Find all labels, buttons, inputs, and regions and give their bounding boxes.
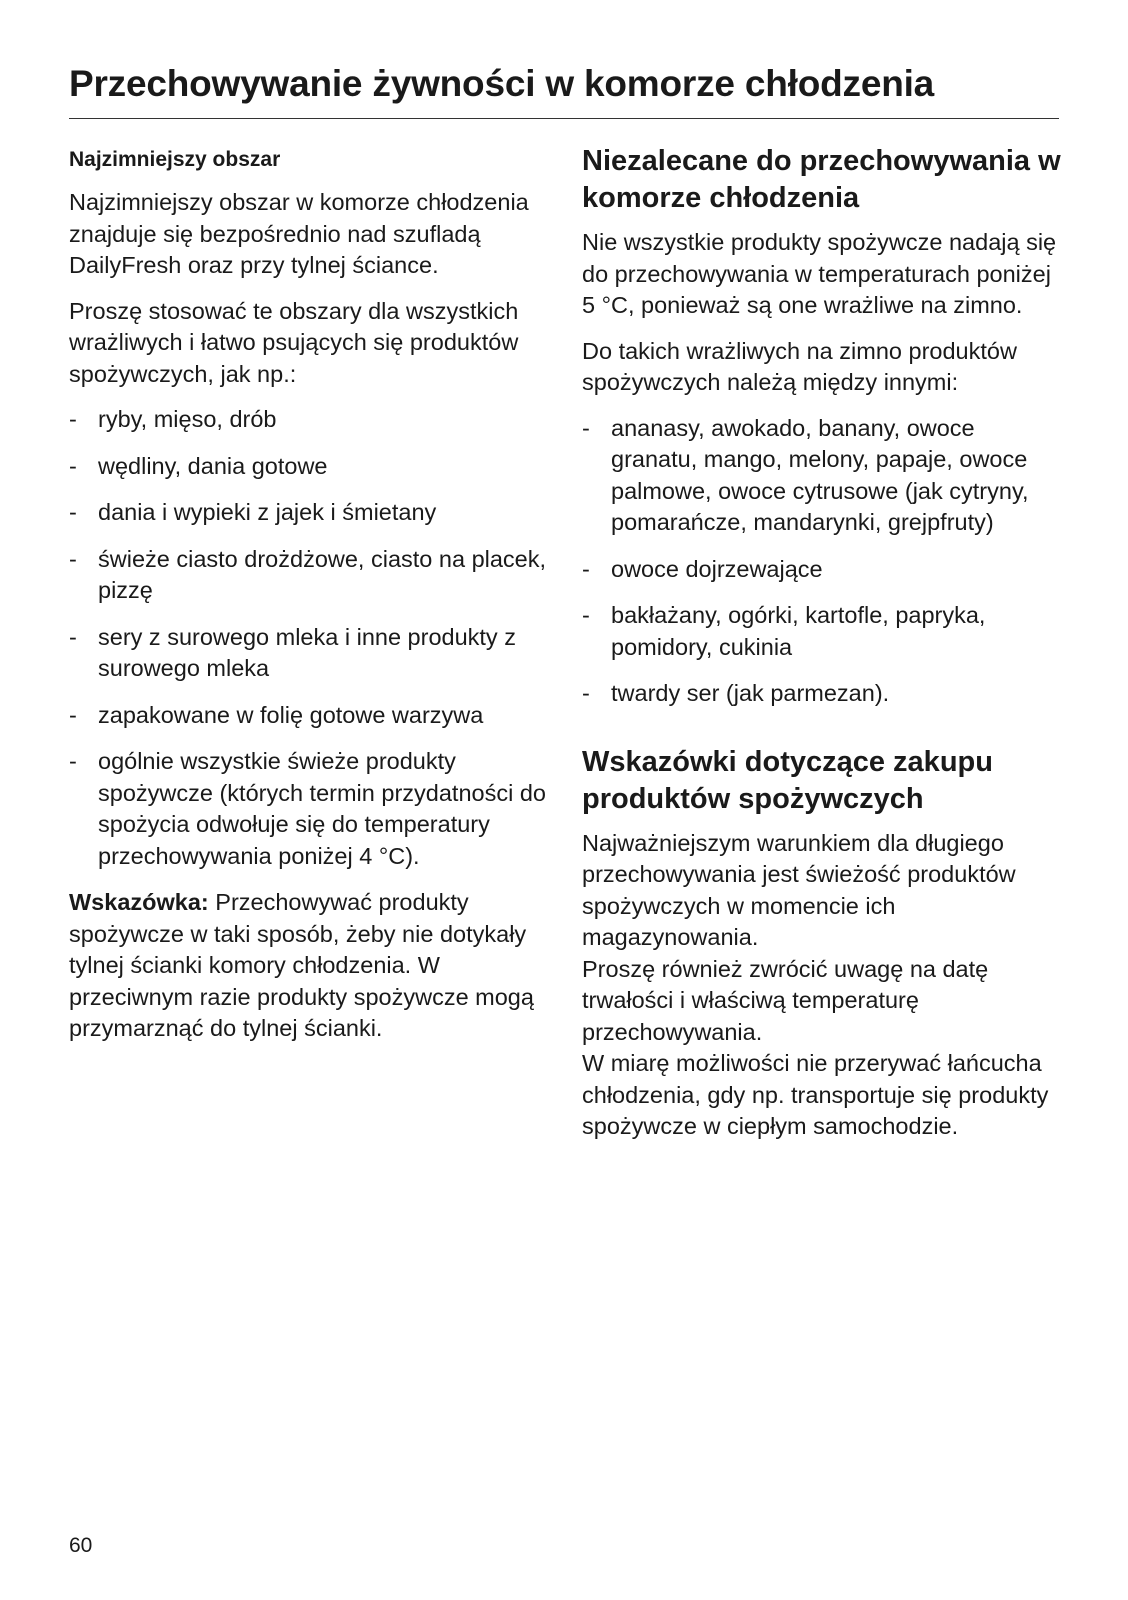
dash-bullet: - bbox=[69, 701, 77, 728]
coldest-area-heading: Najzimniejszy obszar bbox=[69, 148, 281, 171]
list-item: - twardy ser (jak parmezan). bbox=[582, 678, 1062, 710]
dash-bullet: - bbox=[69, 623, 77, 650]
list-item: - owoce dojrzewające bbox=[582, 554, 1062, 586]
page-title: Przechowywanie żywności w komorze chłodzenia bbox=[69, 63, 935, 104]
list-item: - ogólnie wszystkie świeże produkty spożywcze (których termin przydatności do spożycia odwołuje się do temperatury przechowywania poniżej 4 °C). bbox=[69, 748, 546, 869]
note-label: Wskazówka: bbox=[69, 889, 209, 915]
shopping-tips-paragraph-1: Najważniejszym warunkiem dla długiego przechowywania jest świeżość produktów spożywczych w momencie ich magazynowania. bbox=[582, 829, 1016, 950]
dash-bullet: - bbox=[582, 414, 590, 441]
not-recommended-heading: Niezalecane do przechowywania w komorze chłodzenia bbox=[582, 145, 1061, 214]
dash-bullet: - bbox=[69, 406, 77, 432]
list-item: - wędliny, dania gotowe bbox=[69, 451, 549, 483]
dash-bullet: - bbox=[582, 555, 590, 582]
storage-note bbox=[69, 887, 549, 1045]
list-item: - sery z surowego mleka i inne produkty z surowego mleka bbox=[69, 623, 516, 681]
title-divider bbox=[69, 118, 1059, 119]
not-recommended-paragraph: Nie wszystkie produkty spożywcze nadają się do przechowywania w temperaturach poniżej 5 °C, ponieważ są one wrażliwe na zimno. bbox=[582, 229, 1057, 318]
perishable-foods-list bbox=[69, 404, 549, 872]
dash-bullet: - bbox=[69, 545, 77, 572]
shopping-tips-paragraph-3: W miarę możliwości nie przerywać łańcucha chłodzenia, gdy np. transportuje się produkty spożywcze w ciepłym samochodzie. bbox=[582, 1050, 1049, 1139]
cold-sensitive-foods-list bbox=[582, 413, 1062, 710]
list-item: - bakłażany, ogórki, kartofle, papryka, pomidory, cukinia bbox=[582, 602, 986, 660]
list-item: - ananasy, awokado, banany, owoce granatu, mango, melony, papaje, owoce palmowe, owoce cytrusowe (jak cytryny, pomarańcze, mandarynki, grejpfruty) bbox=[582, 414, 1029, 535]
list-item: - świeże ciasto drożdżowe, ciasto na placek, pizzę bbox=[69, 545, 547, 603]
page-number: 60 bbox=[69, 1534, 93, 1557]
right-column bbox=[582, 143, 1062, 1157]
dash-bullet: - bbox=[582, 602, 590, 628]
shopping-tips-paragraph-2: Proszę również zwrócić uwagę na datę trwałości i właściwą temperaturę przechowywania. bbox=[582, 955, 989, 1045]
coldest-area-usage-paragraph: Proszę stosować te obszary dla wszystkich wrażliwych i łatwo psujących się produktów spożywczych, jak np.: bbox=[69, 297, 519, 387]
list-item: - ryby, mięso, drób bbox=[69, 404, 549, 436]
list-item: - dania i wypieki z jajek i śmietany bbox=[69, 497, 549, 529]
dash-bullet: - bbox=[69, 452, 77, 479]
shopping-tips-heading: Wskazówki dotyczące zakupu produktów spożywczych bbox=[582, 745, 993, 815]
left-column bbox=[69, 143, 549, 1059]
coldest-area-paragraph: Najzimniejszy obszar w komorze chłodzenia znajduje się bezpośrednio nad szufladą DailyFresh oraz przy tylnej ściance. bbox=[69, 189, 529, 278]
cold-sensitive-intro: Do takich wrażliwych na zimno produktów spożywczych należą między innymi: bbox=[582, 337, 1017, 395]
dash-bullet: - bbox=[582, 680, 590, 706]
list-item: - zapakowane w folię gotowe warzywa bbox=[69, 700, 549, 732]
note-text: Przechowywać produkty spożywcze w taki sposób, żeby nie dotykały tylnej ścianki komory chłodzenia. W przeciwnym razie produkty spożywcze mogą przymarznąć do tylnej ścianki. bbox=[69, 889, 534, 1041]
dash-bullet: - bbox=[69, 748, 77, 774]
dash-bullet: - bbox=[69, 499, 77, 525]
